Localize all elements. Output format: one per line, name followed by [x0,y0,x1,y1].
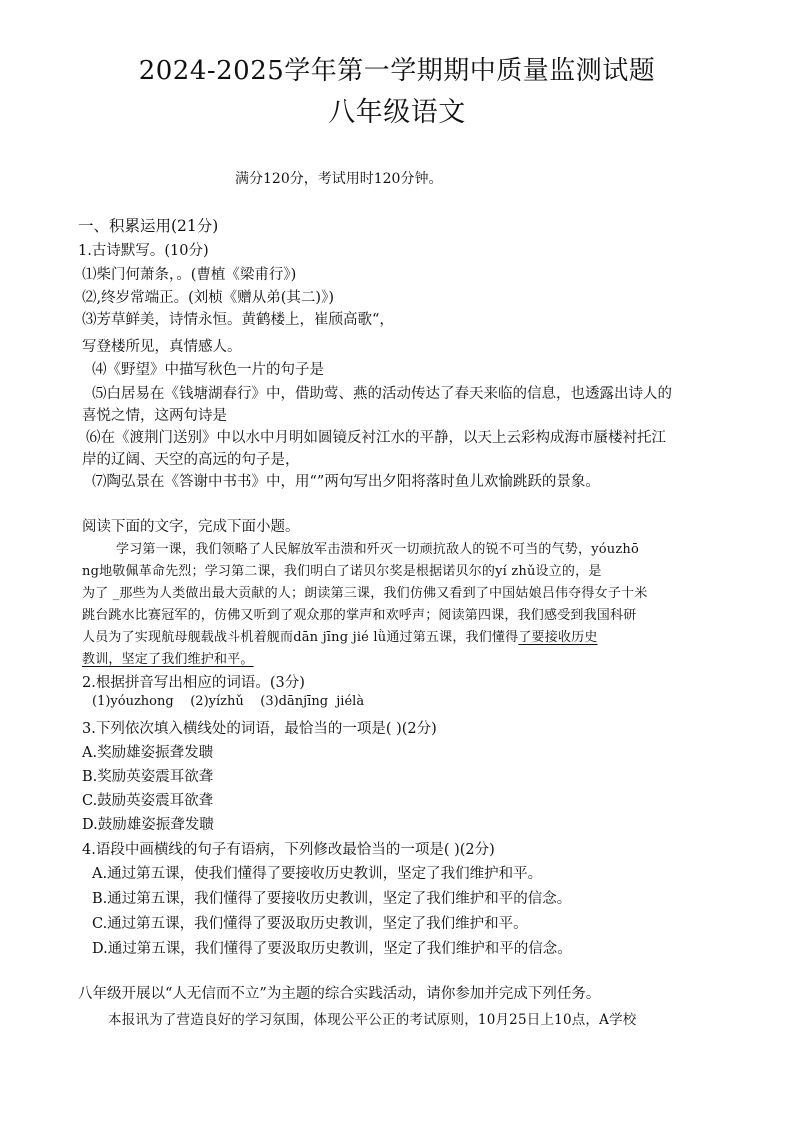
passage-line-4: 跳台跳水比赛冠军的，仿佛又听到了观众那的掌声和欢呼声；阅读第四课，我们感受到我国科研 [82,608,637,623]
q1-line-4: ⑷《野望》中描写秋色一片的句子是 [92,362,324,378]
q1-line-1: ⑴柴门何萧条，。(曹植《梁甫行》) [82,267,297,283]
report-text: 本报讯为了营造良好的学习氛围，体现公平公正的考试原则，10月25日上10点，A学校 [108,1012,637,1028]
q1-line-2: ⑵,终岁常端正。(刘桢《赠从弟(其二)》) [82,290,334,306]
q1-line-5b: 喜悦之情，这两句诗是 [82,408,227,424]
exam-title: 2024-2025学年第一学期期中质量监测试题 [138,56,656,86]
q4-option-d: D.通过第五课，我们懂得了要汲取历史教训，坚定了我们维护和平的信念。 [92,941,572,957]
q1-line-5a: ⑸白居易在《钱塘湖春行》中，借助莺、燕的活动传达了春天来临的信息，也透露出诗人的 [92,386,672,402]
underlined-sentence-start: 了要接收历史 [518,630,598,645]
q4-option-c: C.通过第五课，我们懂得了要汲取历史教训，坚定了我们维护和平。 [92,916,528,932]
q1-line-3a: ⑶芳草鲜美，诗情永恒。黄鹤楼上，崔颀高歌“， [82,312,394,328]
q3-option-b: B.奖励英姿震耳欲聋 [82,769,214,785]
q1-heading: 1.古诗默写。(10分) [78,243,209,259]
q2-items: (1)yóuzhong (2)yízhǔ (3)dānjīng jiélà [92,694,365,709]
passage-line-3: 为了 _那些为人类做出最大贡献的人；朗读第三课，我们仿佛又看到了中国姑娘吕伟夺得女子十米 [82,586,648,601]
passage-line-5-text: 人员为了实现航母舰载战斗机着舰而dān jīng jié lǜ通过第五课，我们懂得 [82,630,519,645]
exam-note: 满分120分，考试用时120分钟。 [235,171,443,187]
q2-heading: 2.根据拼音写出相应的词语。(3分) [82,675,305,691]
q1-line-6a: ⑹在《渡荆门送别》中以水中月明如圆镜反衬江水的平静，以天上云彩构成海市蜃楼衬托江 [86,430,666,446]
section-heading: 一、积累运用(21分) [78,217,219,235]
activity-intro: 八年级开展以“人无信而不立”为主题的综合实践活动，请你参加并完成下列任务。 [78,986,601,1002]
q1-line-3b: 写登楼所见，真情感人。 [82,339,242,355]
passage-line-6 [82,648,254,667]
reading-intro: 阅读下面的文字，完成下面小题。 [82,519,300,535]
q1-line-7: ⑺陶弘景在《答谢中书书》中，用“”两句写出夕阳将落时鱼儿欢愉跳跃的景象。 [92,474,600,490]
q3-heading: 3.下列依次填入横线处的词语，最恰当的一项是( )(2分) [82,721,437,737]
passage-line-2: ng地敬佩革命先烈；学习第二课，我们明白了诺贝尔奖是根据诺贝尔的yí zhǔ设立的，是 [82,564,602,579]
underlined-sentence-end: 教训，坚定了我们维护和平。 [82,652,254,667]
q1-line-6b: 岸的辽阔、天空的高远的句子是， [82,452,300,468]
q4-option-b: B.通过第五课，我们懂得了要接收历史教训，坚定了我们维护和平的信念。 [92,891,572,907]
q3-option-d: D.鼓励雄姿振聋发聩 [82,817,214,833]
exam-subtitle: 八年级语文 [328,97,466,128]
passage-line-1: 学习第一课，我们领略了人民解放军击溃和歼灭一切顽抗敌人的锐不可当的气势，yóuzhō [116,542,639,557]
q3-option-c: C.鼓励英姿震耳欲聋 [82,793,214,809]
passage-line-5 [82,626,598,645]
q3-option-a: A.奖励雄姿振聋发聩 [82,745,214,761]
q4-option-a: A.通过第五课，使我们懂得了要接收历史教训，坚定了我们维护和平。 [92,866,543,882]
q4-heading: 4.语段中画横线的句子有语病，下列修改最恰当的一项是( )(2分) [82,842,495,858]
